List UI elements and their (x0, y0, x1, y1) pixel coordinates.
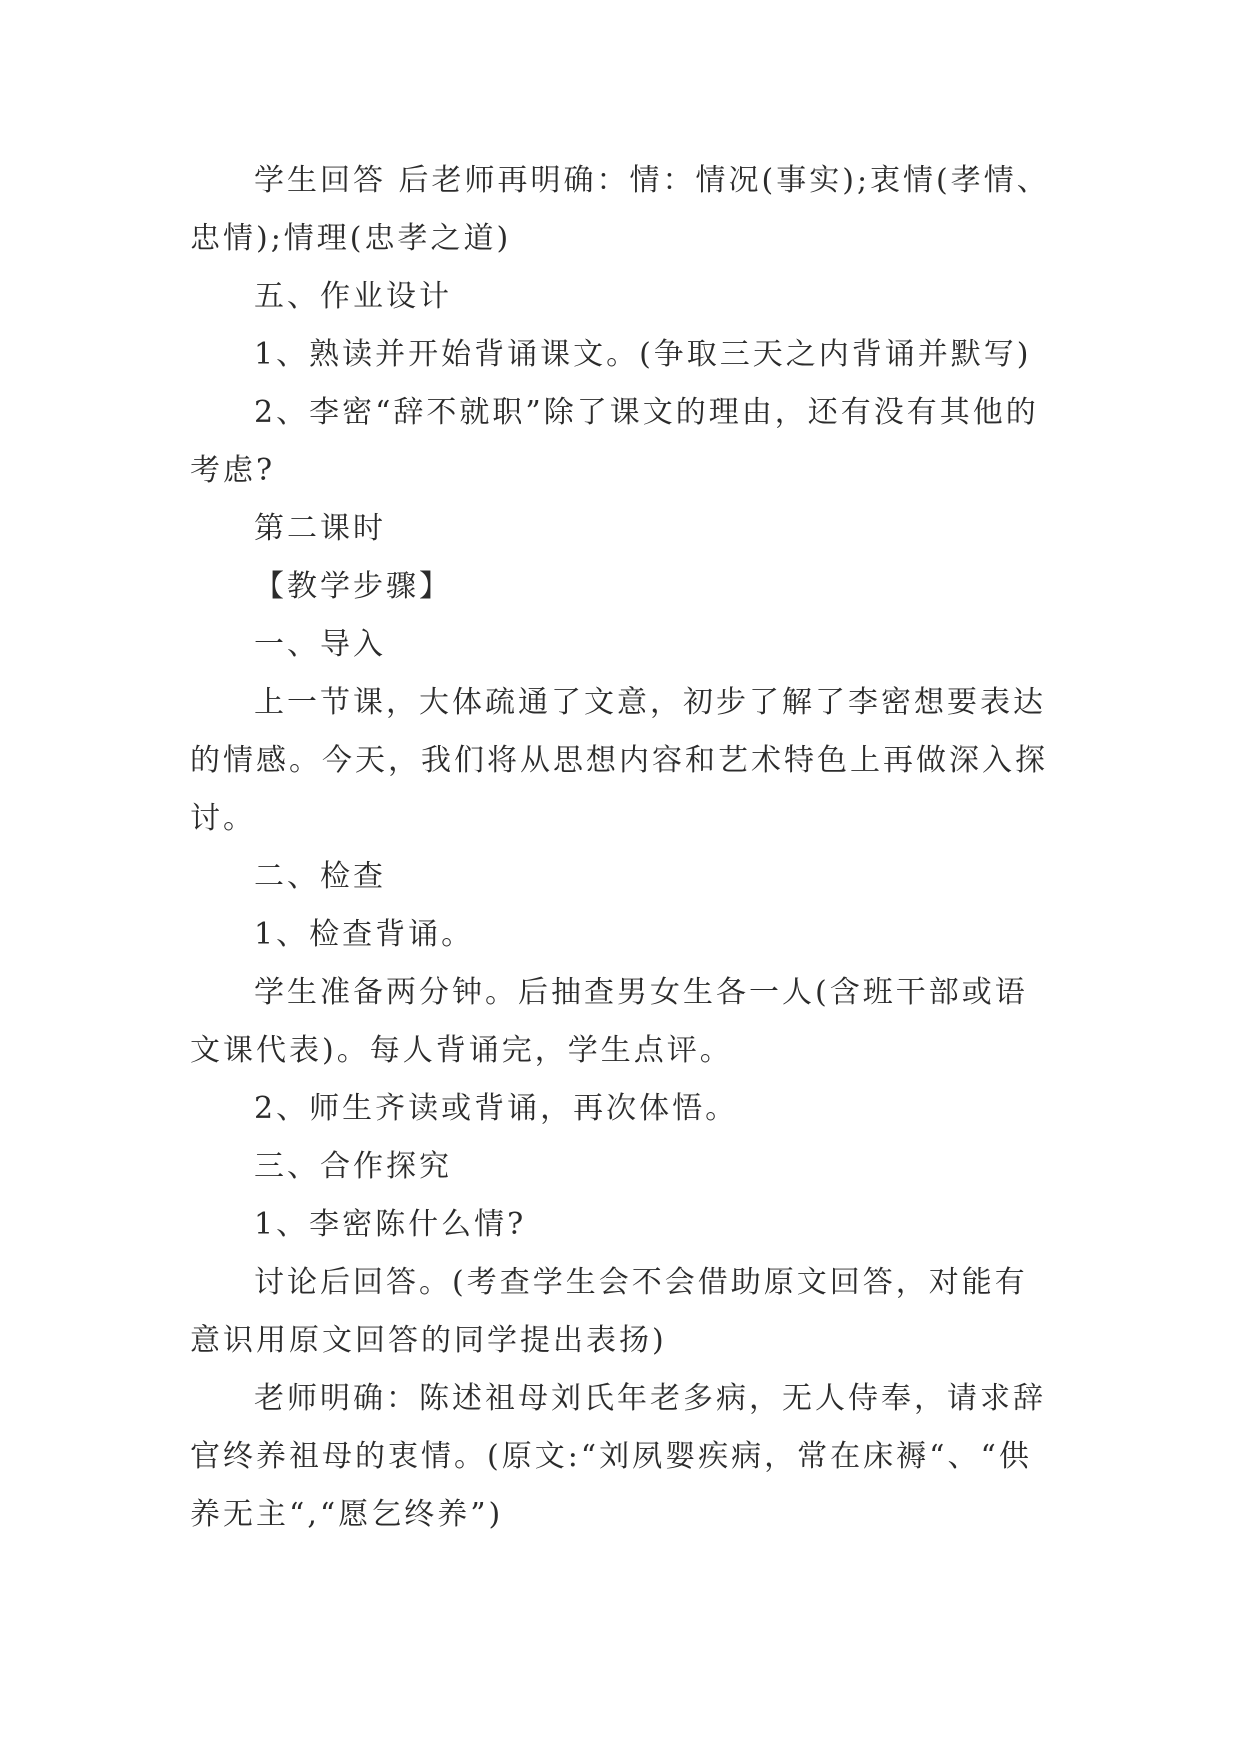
paragraph-recitation-check: 学生准备两分钟。后抽查男女生各一人(含班干部或语文课代表)。每人背诵完，学生点评。 (190, 975, 1028, 1068)
heading-introduction: 一、导入 (254, 627, 386, 662)
heading-second-lesson: 第二课时 (254, 511, 386, 546)
homework-item-2: 2、李密“辞不就职”除了课文的理由，还有没有其他的考虑? (190, 395, 1039, 488)
heading-homework-design: 五、作业设计 (254, 279, 452, 314)
paragraph-teacher-clarify-feelings: 学生回答 后老师再明确：情：情况(事实);衷情(孝情、忠情);情理(忠孝之道) (190, 163, 1050, 256)
heading-cooperative-inquiry: 三、合作探究 (254, 1149, 452, 1184)
check-item-2: 2、师生齐读或背诵，再次体悟。 (254, 1091, 739, 1126)
heading-check: 二、检查 (254, 859, 386, 894)
homework-item-1: 1、熟读并开始背诵课文。(争取三天之内背诵并默写) (254, 337, 1032, 372)
heading-teaching-steps: 【教学步骤】 (254, 569, 452, 604)
paragraph-introduction: 上一节课，大体疏通了文意，初步了解了李密想要表达的情感。今天，我们将从思想内容和艺术特色上再做深入探讨。 (190, 685, 1048, 836)
inquiry-item-1: 1、李密陈什么情? (254, 1207, 527, 1242)
paragraph-discussion: 讨论后回答。(考查学生会不会借助原文回答，对能有意识用原文回答的同学提出表扬) (190, 1265, 1028, 1358)
check-item-1: 1、检查背诵。 (254, 917, 475, 952)
document-body (190, 152, 1050, 1544)
paragraph-teacher-clarify-answer: 老师明确：陈述祖母刘氏年老多病，无人侍奉，请求辞官终养祖母的衷情。(原文:“刘夙婴疾病，常在床褥“、“供养无主“,“愿乞终养”) (190, 1381, 1046, 1532)
